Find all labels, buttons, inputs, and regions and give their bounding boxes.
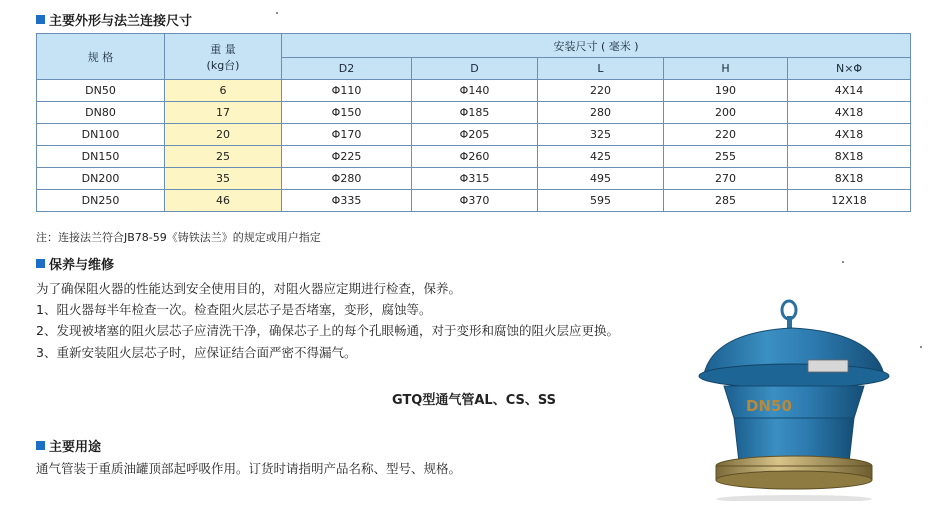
column-header: N×Φ — [788, 58, 911, 80]
table-row — [37, 80, 911, 102]
table-cell: Φ225 — [282, 146, 412, 168]
maintenance-item: 2、发现被堵塞的阻火层芯子应清洗干净，确保芯子上的每个孔眼畅通，对于变形和腐蚀的阻火层应更换。 — [36, 323, 619, 338]
table-cell: 255 — [664, 146, 788, 168]
product-caption: GTQ型通气管AL、CS、SS — [392, 393, 556, 408]
section-heading-dimensions — [36, 10, 192, 29]
table-row — [37, 168, 911, 190]
section-title: 主要用途 — [49, 440, 102, 455]
table-cell: 270 — [664, 168, 788, 190]
table-cell: 595 — [538, 190, 664, 212]
table-cell: Φ110 — [282, 80, 412, 102]
table-cell: 35 — [165, 168, 282, 190]
install-header: 安装尺寸 ( 毫米 ) — [282, 34, 911, 58]
weight-header — [165, 34, 282, 80]
table-cell: 17 — [165, 102, 282, 124]
nameplate — [808, 360, 848, 372]
table-cell: Φ150 — [282, 102, 412, 124]
spec-header: 规 格 — [37, 34, 165, 80]
section-heading-maintenance — [36, 254, 114, 273]
weight-header-label: 重 量 — [210, 42, 236, 56]
table-cell: 285 — [664, 190, 788, 212]
table-cell: DN150 — [37, 146, 165, 168]
table-cell: 4X18 — [788, 102, 911, 124]
table-cell: 495 — [538, 168, 664, 190]
table-cell: 4X18 — [788, 124, 911, 146]
table-row — [37, 102, 911, 124]
weight-header-unit: (kg台) — [206, 58, 240, 72]
column-header: L — [538, 58, 664, 80]
vent-body — [734, 418, 854, 462]
table-cell: 220 — [538, 80, 664, 102]
table-cell: Φ280 — [282, 168, 412, 190]
table-cell: 20 — [165, 124, 282, 146]
table-cell: Φ205 — [412, 124, 538, 146]
table-cell: Φ170 — [282, 124, 412, 146]
table-cell: 46 — [165, 190, 282, 212]
section-bullet-icon — [36, 259, 45, 268]
decorative-dot — [276, 12, 278, 14]
table-cell: 25 — [165, 146, 282, 168]
table-cell: Φ140 — [412, 80, 538, 102]
table-cell: Φ335 — [282, 190, 412, 212]
maintenance-item: 3、重新安装阻火层芯子时，应保证结合面严密不得漏气。 — [36, 345, 357, 360]
table-cell: DN250 — [37, 190, 165, 212]
table-cell: Φ370 — [412, 190, 538, 212]
table-row — [37, 146, 911, 168]
table-cell: 190 — [664, 80, 788, 102]
table-cell: 325 — [538, 124, 664, 146]
maintenance-intro: 为了确保阻火器的性能达到安全使用目的，对阻火器应定期进行检查，保养。 — [36, 281, 462, 296]
section-title: 主要外形与法兰连接尺寸 — [49, 14, 193, 29]
table-cell: Φ185 — [412, 102, 538, 124]
table-cell: Φ315 — [412, 168, 538, 190]
table-cell: 12X18 — [788, 190, 911, 212]
table-cell: 8X18 — [788, 146, 911, 168]
flange-note: 注：连接法兰符合JB78-59《铸铁法兰》的规定或用户指定 — [36, 231, 321, 244]
table-row — [37, 124, 911, 146]
table-cell: 425 — [538, 146, 664, 168]
table-cell: 6 — [165, 80, 282, 102]
section-bullet-icon — [36, 441, 45, 450]
usage-text: 通气管装于重质油罐顶部起呼吸作用。订货时请指明产品名称、型号、规格。 — [36, 461, 462, 476]
maintenance-item: 1、阻火器每半年检查一次。检查阻火层芯子是否堵塞，变形，腐蚀等。 — [36, 302, 432, 317]
table-cell: 220 — [664, 124, 788, 146]
table-cell: 280 — [538, 102, 664, 124]
dimensions-table — [36, 33, 911, 212]
table-cell: DN80 — [37, 102, 165, 124]
column-header: D — [412, 58, 538, 80]
decorative-dot — [842, 261, 844, 263]
table-cell: DN50 — [37, 80, 165, 102]
table-cell: Φ260 — [412, 146, 538, 168]
section-bullet-icon — [36, 15, 45, 24]
table-cell: 4X14 — [788, 80, 911, 102]
table-cell: 8X18 — [788, 168, 911, 190]
vent-cap-photo — [684, 286, 924, 501]
body-marking: DN50 — [746, 397, 792, 415]
table-row — [37, 190, 911, 212]
table-cell: DN100 — [37, 124, 165, 146]
column-header: D2 — [282, 58, 412, 80]
section-heading-usage — [36, 436, 101, 455]
table-cell: 200 — [664, 102, 788, 124]
table-cell: DN200 — [37, 168, 165, 190]
column-header: H — [664, 58, 788, 80]
section-title: 保养与维修 — [49, 258, 115, 273]
